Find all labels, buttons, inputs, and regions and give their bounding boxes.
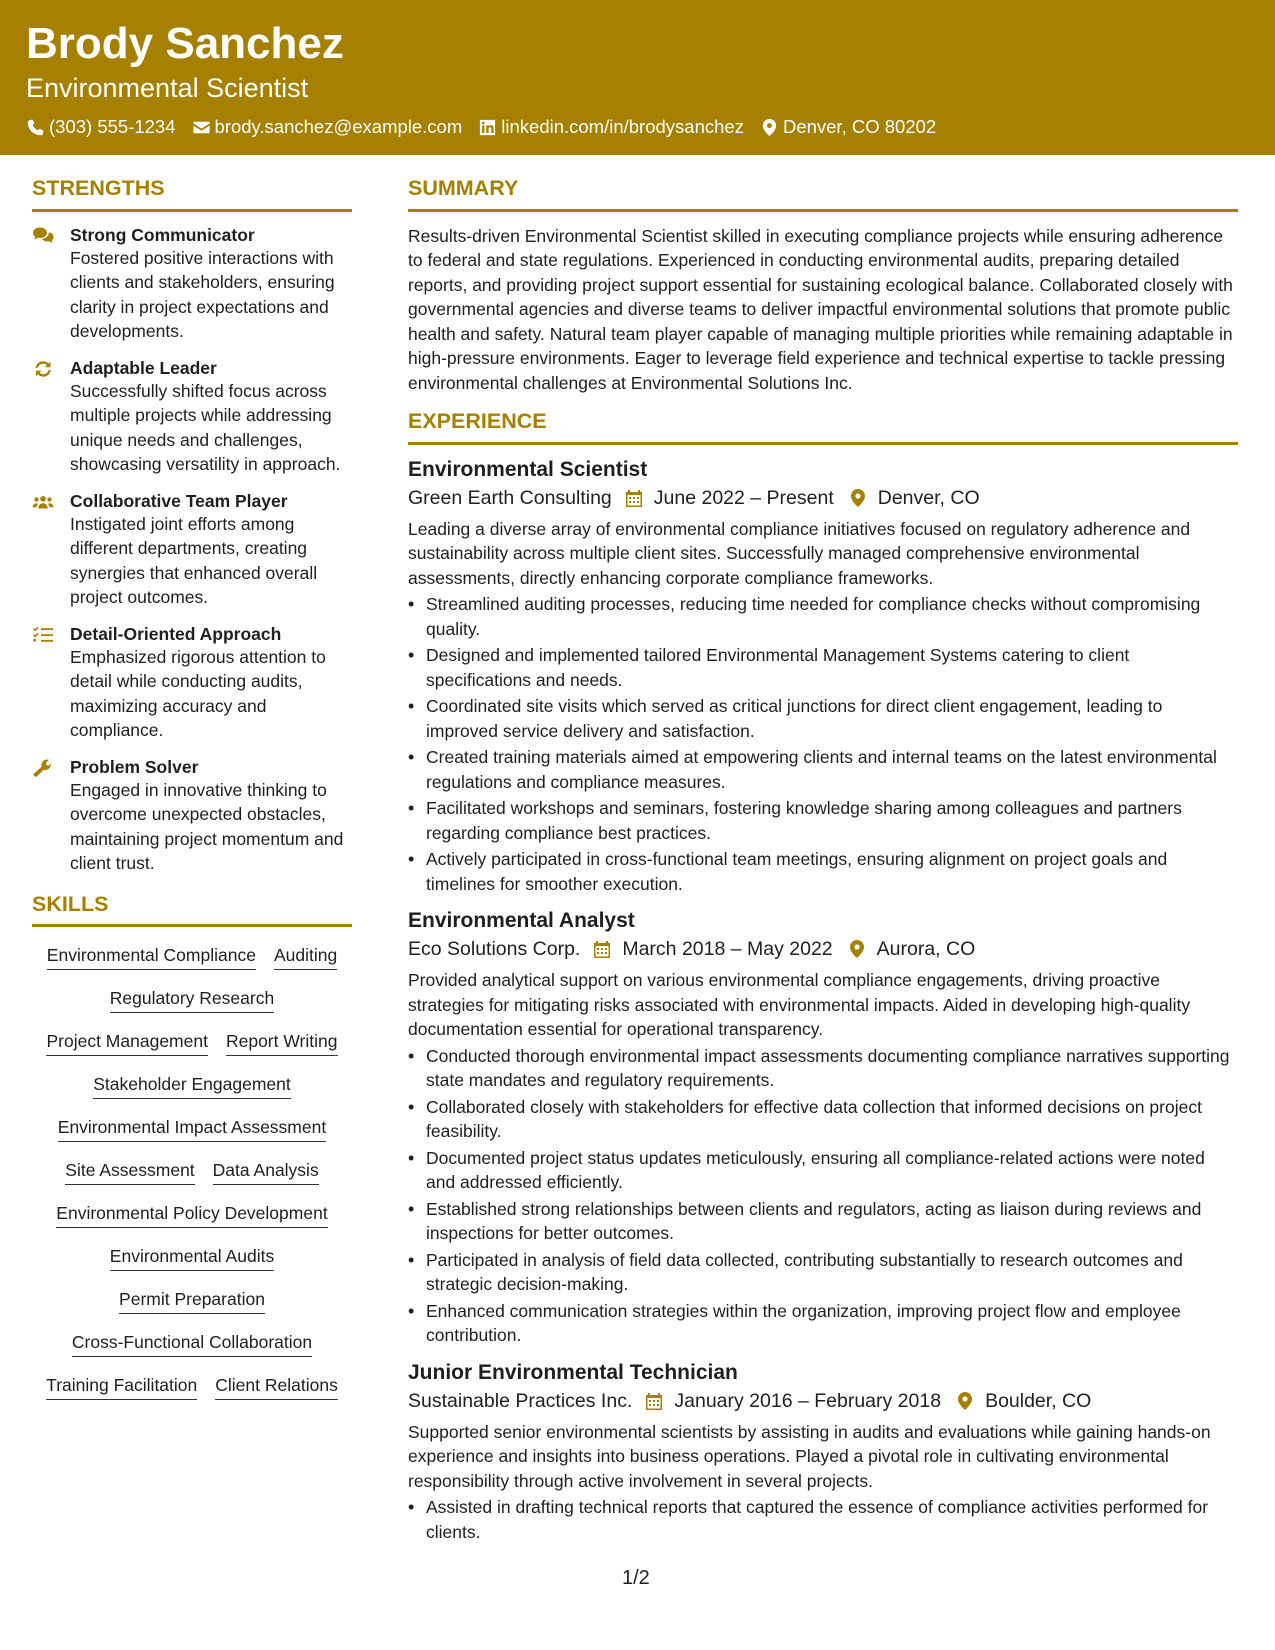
skill-tag: Report Writing bbox=[226, 1030, 338, 1056]
phone-text: (303) 555-1234 bbox=[49, 116, 176, 137]
map-pin-icon bbox=[847, 939, 867, 959]
strength-item bbox=[32, 756, 352, 876]
skill-tag: Stakeholder Engagement bbox=[93, 1073, 291, 1099]
job-bullets bbox=[408, 1044, 1238, 1348]
job-description: Supported senior environmental scientists by assisting in audits and evaluations while gaining hands-on experience and insights into business operations. Played a pivotal role in cultivating environmental responsibility through active involvement in several projects. bbox=[408, 1421, 1211, 1491]
job-title: Environmental Scientist bbox=[408, 457, 648, 481]
job-location: Boulder, CO bbox=[985, 1389, 1092, 1412]
experience-heading: EXPERIENCE bbox=[408, 411, 1238, 445]
skill-tag: Permit Preparation bbox=[119, 1288, 265, 1314]
bullet-item: • Coordinated site visits which served as critical junctions for direct client engagement, leading to improved service delivery and satisfaction. bbox=[408, 694, 1238, 743]
calendar-icon bbox=[644, 1391, 664, 1411]
job-title: Environmental Analyst bbox=[408, 909, 635, 932]
summary-text: Results-driven Environmental Scientist skilled in executing compliance projects while ensuring adherence to federal and state regulations. Experienced in conducting environmental audits, preparing detailed reports, and providing project support essential for sustaining ecological balance. Collaborated closely with governmental agencies and diverse teams to deliver impactful environmental solutions that promote public health and safety. Natural team player capable of managing multiple priorities while remaining adaptable in high-pressure environments. Eager to leverage field experience and technical expertise to tackle pressing environmental challenges at Environmental Solutions Inc. bbox=[408, 225, 1233, 393]
skill-tag: Client Relations bbox=[215, 1374, 338, 1400]
job-company: Eco Solutions Corp. bbox=[408, 938, 581, 960]
job-company: Green Earth Consulting bbox=[408, 486, 612, 509]
contact-linkedin[interactable] bbox=[478, 116, 744, 138]
skill-tag: Auditing bbox=[274, 944, 337, 970]
map-pin-icon bbox=[848, 488, 868, 508]
strength-item bbox=[32, 224, 352, 344]
skill-tag: Environmental Compliance bbox=[47, 944, 256, 970]
skill-tag: Regulatory Research bbox=[110, 987, 274, 1013]
bullet-item: • Collaborated closely with stakeholders for effective data collection that informed decisions on project feasibility. bbox=[408, 1095, 1238, 1144]
page-number: 1/2 bbox=[622, 1567, 650, 1589]
skill-tag: Data Analysis bbox=[213, 1159, 319, 1185]
job-meta bbox=[408, 934, 1238, 964]
map-pin-icon bbox=[955, 1391, 975, 1411]
strength-title: Detail-Oriented Approach bbox=[70, 623, 282, 644]
users-icon bbox=[32, 492, 54, 512]
bullet-item: • Established strong relationships between clients and regulators, acting as liaison during reviews and inspections for better outcomes. bbox=[408, 1197, 1238, 1246]
job-location: Denver, CO bbox=[877, 486, 980, 509]
strength-item bbox=[32, 490, 352, 610]
skill-tag: Environmental Impact Assessment bbox=[58, 1116, 326, 1142]
strength-desc: Successfully shifted focus across multiple projects while addressing unique needs and challenges, showcasing versatility in approach. bbox=[70, 380, 341, 474]
job-title: Junior Environmental Technician bbox=[408, 1360, 738, 1384]
candidate-title: Environmental Scientist bbox=[26, 73, 309, 103]
skills-heading: SKILLS bbox=[32, 894, 352, 928]
strength-desc: Emphasized rigorous attention to detail while conducting audits, maximizing accuracy and compliance. bbox=[70, 646, 326, 740]
resume-header bbox=[0, 0, 1275, 155]
comments-icon bbox=[32, 226, 54, 246]
skill-tag: Site Assessment bbox=[65, 1159, 194, 1185]
bullet-item: • Created training materials aimed at empowering clients and internal teams on the latest environmental regulations and compliance measures. bbox=[408, 745, 1238, 794]
bullet-item: • Enhanced communication strategies within the organization, improving project flow and employee contribution. bbox=[408, 1299, 1238, 1348]
refresh-icon bbox=[32, 359, 54, 379]
strength-title: Collaborative Team Player bbox=[70, 490, 288, 511]
email-text: brody.sanchez@example.com bbox=[214, 116, 463, 137]
job-location: Aurora, CO bbox=[876, 938, 976, 960]
bullet-item: • Designed and implemented tailored Environmental Management Systems catering to client specifications and needs. bbox=[408, 643, 1238, 692]
contact-location bbox=[760, 116, 936, 138]
linkedin-icon bbox=[478, 118, 497, 137]
skill-tag: Training Facilitation bbox=[46, 1374, 197, 1400]
strength-title: Strong Communicator bbox=[70, 224, 255, 245]
contact-email[interactable] bbox=[192, 116, 463, 138]
skill-tag: Environmental Policy Development bbox=[56, 1202, 327, 1228]
job-company: Sustainable Practices Inc. bbox=[408, 1389, 633, 1412]
contact-phone[interactable] bbox=[26, 116, 176, 138]
job-entry bbox=[408, 1360, 1238, 1545]
strength-desc: Fostered positive interactions with clients and stakeholders, ensuring clarity in project expectations and developments. bbox=[70, 247, 335, 341]
skill-tag: Cross-Functional Collaboration bbox=[72, 1331, 312, 1357]
bullet-item: • Assisted in drafting technical reports that captured the essence of compliance activities performed for clients. bbox=[408, 1495, 1238, 1544]
skill-tag: Project Management bbox=[46, 1030, 207, 1056]
calendar-icon bbox=[624, 488, 644, 508]
summary-heading: SUMMARY bbox=[408, 178, 1238, 212]
strength-item bbox=[32, 357, 352, 477]
skills-section bbox=[32, 891, 352, 1401]
strength-title: Problem Solver bbox=[70, 756, 199, 777]
strength-desc: Engaged in innovative thinking to overcome unexpected obstacles, maintaining project momentum and client trust. bbox=[70, 779, 344, 873]
job-dates: January 2016 – February 2018 bbox=[674, 1389, 942, 1412]
contact-bar bbox=[26, 116, 952, 138]
linkedin-text: linkedin.com/in/brodysanchez bbox=[501, 116, 744, 137]
bullet-item: • Actively participated in cross-functional team meetings, ensuring alignment on project goals and timelines for smoother execution. bbox=[408, 847, 1238, 896]
wrench-icon bbox=[32, 758, 54, 778]
job-bullets bbox=[408, 592, 1238, 896]
location-text: Denver, CO 80202 bbox=[782, 116, 937, 137]
job-description: Leading a diverse array of environmental compliance initiatives focused on regulatory adherence and sustainability across multiple client sites. Successfully managed comprehensive environmental assessments, directly enhancing corporate compliance frameworks. bbox=[408, 518, 1191, 588]
skill-tag: Environmental Audits bbox=[110, 1245, 274, 1271]
right-column bbox=[408, 178, 1238, 1556]
bullet-item: • Conducted thorough environmental impact assessments documenting compliance narratives supporting state mandates and regulatory requirements. bbox=[408, 1044, 1238, 1093]
candidate-name: Brody Sanchez bbox=[26, 19, 344, 68]
job-bullets bbox=[408, 1495, 1238, 1544]
job-meta bbox=[408, 483, 1238, 513]
left-column bbox=[32, 178, 352, 1400]
bullet-item: • Streamlined auditing processes, reducing time needed for compliance checks without compromising quality. bbox=[408, 592, 1238, 641]
skills-list bbox=[32, 939, 352, 1400]
strengths-heading: STRENGTHS bbox=[32, 178, 352, 212]
job-description: Provided analytical support on various environmental compliance engagements, driving proactive strategies for mitigating risks associated with environmental impacts. Aided in developing high-quality documentation essential for operational transparency. bbox=[408, 970, 1191, 1039]
job-meta bbox=[408, 1386, 1238, 1416]
phone-icon bbox=[26, 118, 45, 137]
job-dates: June 2022 – Present bbox=[653, 486, 834, 509]
envelope-icon bbox=[192, 118, 211, 137]
strength-item bbox=[32, 623, 352, 743]
map-pin-icon bbox=[760, 118, 779, 137]
job-dates: March 2018 – May 2022 bbox=[622, 938, 833, 960]
calendar-icon bbox=[592, 939, 612, 959]
strength-desc: Instigated joint efforts among different departments, creating synergies that enhanced overall project outcomes. bbox=[70, 513, 318, 607]
job-entry bbox=[408, 457, 1238, 897]
bullet-item: • Participated in analysis of field data collected, contributing substantially to research outcomes and strategic decision-making. bbox=[408, 1248, 1238, 1297]
bullet-item: • Documented project status updates meticulously, ensuring all compliance-related actions were noted and addressed efficiently. bbox=[408, 1146, 1238, 1195]
bullet-item: • Facilitated workshops and seminars, fostering knowledge sharing among colleagues and partners regarding compliance best practices. bbox=[408, 796, 1238, 845]
list-check-icon bbox=[32, 625, 54, 645]
strength-title: Adaptable Leader bbox=[70, 357, 217, 378]
job-entry bbox=[408, 908, 1238, 1348]
